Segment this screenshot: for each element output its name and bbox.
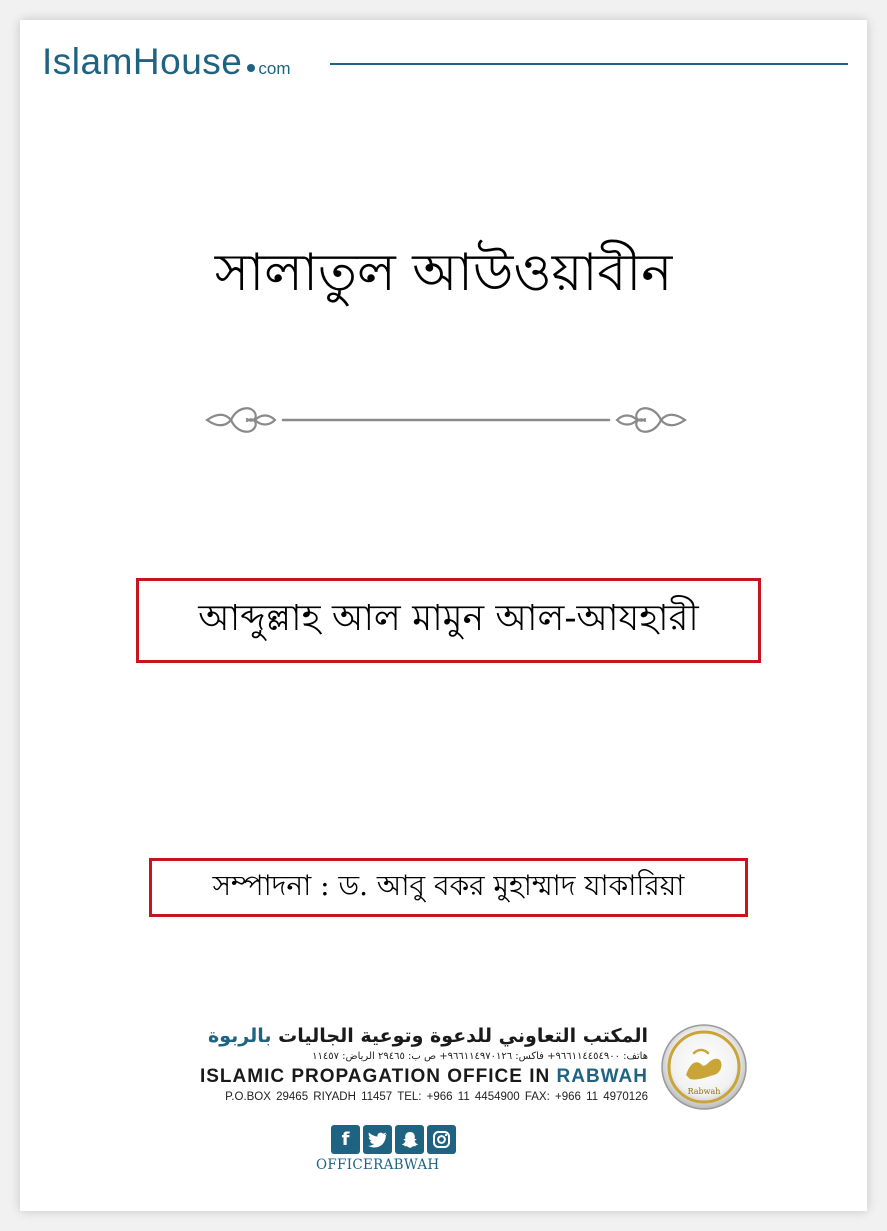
publisher-arabic-name [150,1023,648,1049]
author-name: আব্দুল্লাহ আল মামুন আল-আযহারী [198,597,699,639]
instagram-icon[interactable] [427,1125,456,1154]
social-icons [331,1125,456,1154]
rabwah-seal-icon [660,1023,748,1111]
arabic-name-prefix: المكتب التعاوني للدعوة وتوعية الجاليات [278,1025,648,1047]
facebook-icon[interactable]: f [331,1125,360,1154]
publisher-english-name [150,1065,648,1089]
seal-label: Rabwah [687,1087,721,1096]
editor-credit: সম্পাদনা : ড. আবু বকর মুহাম্মাদ যাকারিয়া [212,869,685,902]
ornamental-divider-icon [203,395,689,445]
publisher-block [150,1023,648,1105]
english-name-prefix: ISLAMIC PROPAGATION OFFICE IN [199,1066,551,1087]
header-divider [330,63,848,65]
book-title: সালাতুল আউওয়াবীন [214,243,673,303]
publisher-english-contact: P.O.BOX 29465 RIYADH 11457 TEL: +966 11 4454900 FAX: +966 11 4970126 [225,1091,648,1103]
logo-dot-icon [247,64,255,72]
publisher-arabic-contact: هاتف: ٩٦٦١١٤٤٥٤٩٠٠+ فاكس: ٩٦٦١١٤٩٧٠١٢٦+ ص ب: ٢٩٤٦٥ الرياض: ١١٤٥٧ [312,1051,648,1062]
twitter-icon[interactable] [363,1125,392,1154]
social-handle[interactable]: OFFICERABWAH [316,1157,440,1173]
arabic-name-highlight: بالربوة [208,1025,272,1047]
logo-name: IslamHouse [42,41,243,82]
snapchat-icon[interactable] [395,1125,424,1154]
logo-suffix: com [258,59,291,78]
english-name-highlight: RABWAH [556,1066,648,1087]
editor-box [149,858,748,917]
document-page [20,20,867,1211]
islamhouse-logo[interactable] [42,40,290,84]
author-box [136,578,761,663]
